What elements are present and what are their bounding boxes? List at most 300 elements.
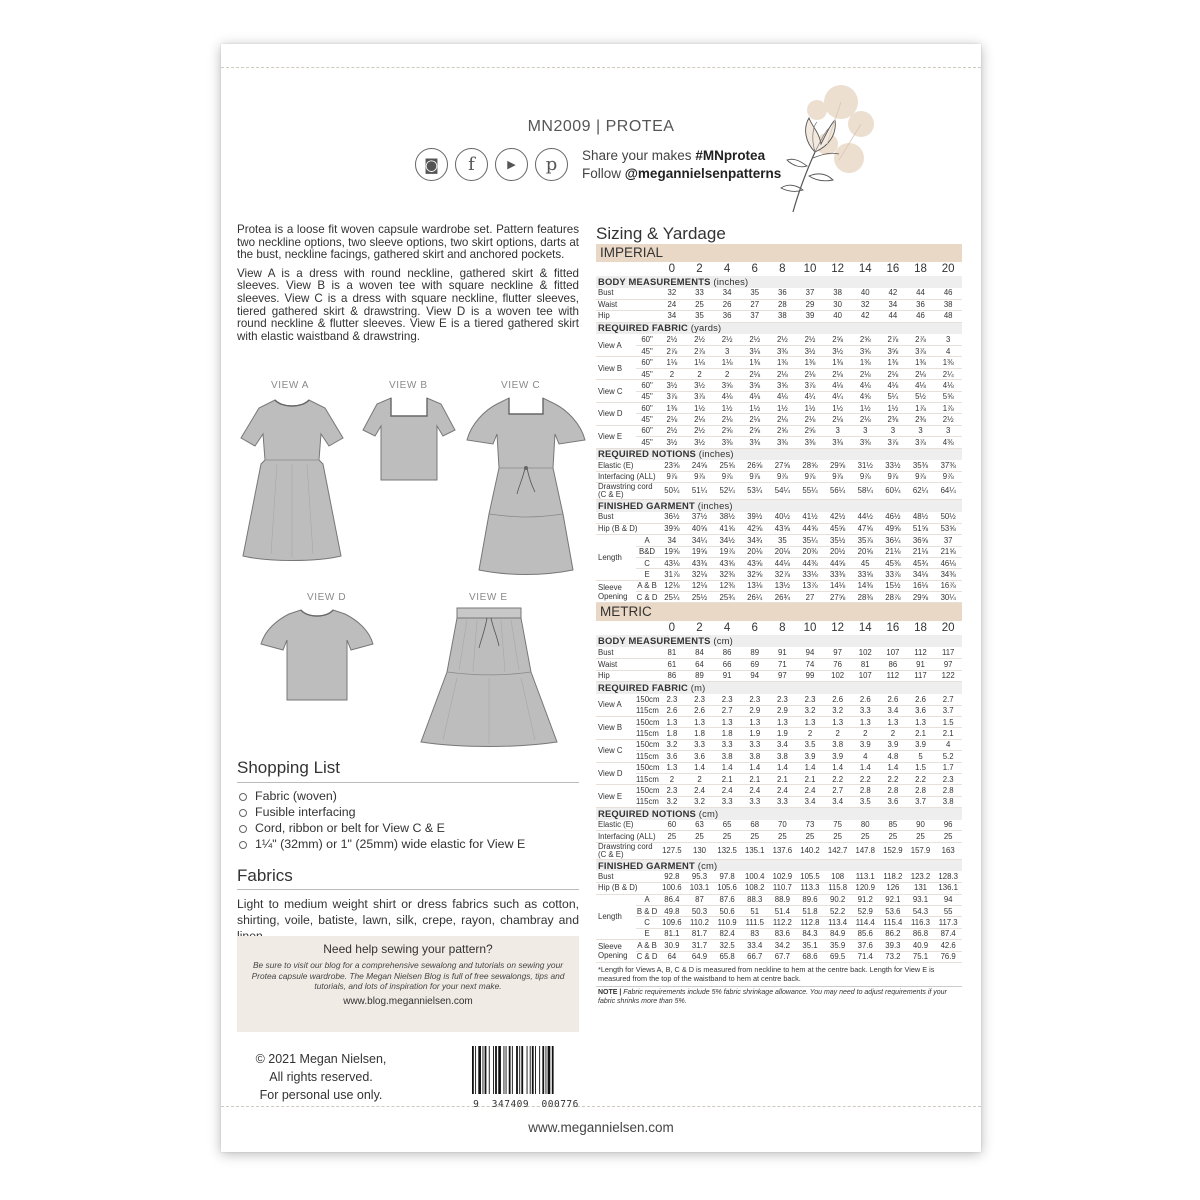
table-cell: 2.6 xyxy=(851,694,879,705)
table-cell: 3.8 xyxy=(769,751,797,762)
table-cell: 35¼ xyxy=(796,535,824,546)
table-cell: 25 xyxy=(713,831,741,842)
table-cell: 9⅞ xyxy=(879,471,907,482)
table-row: Elastic (E) 23⅝ 24⅝ 25⅝ 26⅝ 27⅝ 28⅝ 29⅝ 31½ 33½ 35⅜ 37⅜ xyxy=(596,460,962,471)
table-cell: 58¼ xyxy=(851,483,879,500)
table-row: 115cm 3.2 3.2 3.3 3.3 3.3 3.4 3.4 3.5 3.6 3.7 3.8 xyxy=(596,796,962,807)
table-cell: 53¼ xyxy=(741,483,769,500)
table-cell: 51⅝ xyxy=(907,523,935,534)
table-cell: 35.9 xyxy=(824,940,852,951)
table-cell: 123.2 xyxy=(907,871,935,882)
description-paragraph-1: Protea is a loose fit woven capsule wardrobe set. Pattern features two neckline options, two sleeve options, two skirt options, darts at the bust, neckline facings, gathered skirt and anchored pockets. xyxy=(237,223,579,262)
table-cell: 36¼ xyxy=(879,535,907,546)
table-cell: 20⅝ xyxy=(851,546,879,557)
table-cell: 82.4 xyxy=(713,928,741,939)
table-cell: 42½ xyxy=(824,512,852,523)
table-cell: 9⅞ xyxy=(851,471,879,482)
table-cell: 100.6 xyxy=(658,883,686,894)
table-cell: 25 xyxy=(879,831,907,842)
pattern-envelope-back xyxy=(221,44,981,1152)
table-cell: 3.5 xyxy=(796,739,824,750)
table-cell: 28⅜ xyxy=(851,592,879,603)
table-cell: 2⅛ xyxy=(796,414,824,425)
table-cell: 32⅞ xyxy=(769,569,797,580)
view-d-label: VIEW D xyxy=(307,592,347,603)
table-cell: 1.3 xyxy=(741,716,769,727)
table-cell: 147.8 xyxy=(851,842,879,859)
table-cell: 86 xyxy=(658,670,686,681)
table-cell: 2.3 xyxy=(796,694,824,705)
table-cell: 127.5 xyxy=(658,842,686,859)
metric-band: METRIC xyxy=(596,603,962,621)
table-cell: 2⅝ xyxy=(796,425,824,436)
table-cell: 3.2 xyxy=(658,796,686,807)
table-cell: 3.6 xyxy=(907,705,935,716)
table-cell: 3.5 xyxy=(851,796,879,807)
table-cell: 1⅜ xyxy=(741,357,769,368)
table-cell: 26¼ xyxy=(741,592,769,603)
table-cell: 64.9 xyxy=(686,951,714,962)
table-cell: 26⅝ xyxy=(741,460,769,471)
table-cell: 42 xyxy=(879,288,907,299)
instagram-icon[interactable]: ◙ xyxy=(415,148,448,181)
table-cell: 25 xyxy=(934,831,962,842)
table-cell: 30.9 xyxy=(658,940,686,951)
size-label: 10 xyxy=(803,263,817,275)
table-cell: 9⅞ xyxy=(824,471,852,482)
table-cell: 2.3 xyxy=(769,694,797,705)
table-cell: 12⅛ xyxy=(686,580,714,591)
table-cell: 97 xyxy=(824,647,852,658)
table-cell: 2⅜ xyxy=(907,414,935,425)
table-cell: 2⅞ xyxy=(658,346,686,357)
sizing-yardage xyxy=(596,224,962,1008)
table-cell: 33⅝ xyxy=(851,569,879,580)
table-cell: 71 xyxy=(769,659,797,670)
table-cell: 3.6 xyxy=(686,751,714,762)
size-label: 12 xyxy=(831,622,845,635)
table-cell: 1½ xyxy=(879,403,907,414)
table-cell: 3⅝ xyxy=(769,380,797,391)
table-cell: 3.4 xyxy=(879,705,907,716)
table-cell: 44 xyxy=(907,288,935,299)
table-cell: 51.4 xyxy=(769,906,797,917)
table-row: Hip 86 89 91 94 97 99 102 107 112 117 122 xyxy=(596,670,962,681)
table-cell: 3.7 xyxy=(934,705,962,716)
table-cell: 40½ xyxy=(769,512,797,523)
table-cell: 2.8 xyxy=(907,785,935,796)
table-cell: 2 xyxy=(686,773,714,784)
table-cell: 88.9 xyxy=(769,894,797,905)
bottom-dashed-line xyxy=(221,1106,981,1107)
table-cell: 38 xyxy=(934,299,962,310)
table-cell: 1.8 xyxy=(658,728,686,739)
table-cell: 91.2 xyxy=(851,894,879,905)
table-cell: 44 xyxy=(879,311,907,322)
table-cell: 140.2 xyxy=(796,842,824,859)
table-cell: 25 xyxy=(741,831,769,842)
table-cell: 1.4 xyxy=(851,762,879,773)
copyright: © 2021 Megan Nielsen, All rights reserved. For personal use only. xyxy=(255,1052,387,1102)
youtube-icon[interactable]: ▶ xyxy=(495,148,528,181)
table-cell: 31⅞ xyxy=(658,569,686,580)
table-cell: 13⅞ xyxy=(796,580,824,591)
table-row: E 81.1 81.7 82.4 83 83.6 84.3 84.9 85.6 86.2 86.8 87.4 xyxy=(596,928,962,939)
table-row: Bust 36½ 37½ 38½ 39½ 40½ 41½ 42½ 44½ 46½ 48½ 50½ xyxy=(596,512,962,523)
table-cell: 75.1 xyxy=(907,951,935,962)
table-cell: 60 xyxy=(658,820,686,831)
table-cell: 48 xyxy=(934,311,962,322)
table-cell: 1⅜ xyxy=(934,357,962,368)
table-cell: 34⅛ xyxy=(907,569,935,580)
table-cell: 2⅝ xyxy=(824,334,852,345)
table-cell: 1½ xyxy=(713,403,741,414)
table-cell: 41⅝ xyxy=(713,523,741,534)
table-cell: 2½ xyxy=(741,334,769,345)
facebook-icon[interactable]: f xyxy=(455,148,488,181)
table-cell: 3½ xyxy=(796,346,824,357)
table-cell: 4⅛ xyxy=(879,380,907,391)
pinterest-icon[interactable]: p xyxy=(535,148,568,181)
table-cell: 2.9 xyxy=(741,705,769,716)
table-row: View C 150cm 3.2 3.3 3.3 3.3 3.4 3.5 3.8 3.9 3.9 3.9 4 xyxy=(596,739,962,750)
section-header: FINISHED GARMENT (inches) xyxy=(596,500,962,512)
table-cell: 1.5 xyxy=(934,716,962,727)
table-cell: 1.4 xyxy=(824,762,852,773)
table-cell: 3⅛ xyxy=(741,346,769,357)
table-row: Hip (B & D) 39⅝ 40⅝ 41⅝ 42⅝ 43⅝ 44⅝ 45⅝ 47⅝ 49⅝ 51⅝ 53⅝ xyxy=(596,523,962,534)
table-cell: 25 xyxy=(686,831,714,842)
table-cell: 1.4 xyxy=(713,762,741,773)
table-cell: 25¼ xyxy=(658,592,686,603)
table-cell: 2⅞ xyxy=(879,334,907,345)
table-cell: 36 xyxy=(769,288,797,299)
table-cell: 1.3 xyxy=(658,762,686,773)
table-cell: 1½ xyxy=(686,403,714,414)
table-cell: 1.9 xyxy=(741,728,769,739)
table-cell: 26¾ xyxy=(769,592,797,603)
table-cell: 2⅞ xyxy=(907,334,935,345)
table-cell: 2.2 xyxy=(851,773,879,784)
table-cell: 94 xyxy=(796,647,824,658)
table-cell: 76 xyxy=(824,659,852,670)
table-cell: 69.5 xyxy=(824,951,852,962)
table-row: View B 60" 1⅛ 1⅛ 1⅛ 1⅜ 1⅜ 1⅜ 1⅜ 1⅜ 1⅜ 1⅜ 1⅜ xyxy=(596,357,962,368)
table-cell: 2⅛ xyxy=(741,368,769,379)
table-cell: 29⅝ xyxy=(824,460,852,471)
table-cell: 16⅛ xyxy=(907,580,935,591)
table-cell: 39 xyxy=(796,311,824,322)
table-cell: 109.6 xyxy=(658,917,686,928)
table-cell: 25 xyxy=(658,831,686,842)
table-cell: 30¼ xyxy=(934,592,962,603)
table-cell: 53⅝ xyxy=(934,523,962,534)
table-cell: 66 xyxy=(713,659,741,670)
table-row: Elastic (E) 60 63 65 68 70 73 75 80 85 90 96 xyxy=(596,820,962,831)
table-cell: 1.4 xyxy=(879,762,907,773)
fabrics-heading: Fabrics xyxy=(237,866,293,885)
table-cell: 2 xyxy=(796,728,824,739)
table-cell: 32⅛ xyxy=(686,569,714,580)
table-row: 115cm 2 2 2.1 2.1 2.1 2.1 2.2 2.2 2.2 2.2 2.3 xyxy=(596,773,962,784)
size-label: 10 xyxy=(803,622,817,635)
size-label: 18 xyxy=(914,263,927,275)
table-cell: 117 xyxy=(934,647,962,658)
table-cell: 19⅝ xyxy=(686,546,714,557)
table-cell: 1.3 xyxy=(796,716,824,727)
table-cell: 3.3 xyxy=(713,796,741,807)
table-cell: 1⅞ xyxy=(907,403,935,414)
table-cell: 3 xyxy=(851,425,879,436)
table-cell: 20½ xyxy=(824,546,852,557)
table-cell: 52.9 xyxy=(851,906,879,917)
table-row: Interfacing (ALL) 9⅞ 9⅞ 9⅞ 9⅞ 9⅞ 9⅞ 9⅞ 9⅞ 9⅞ 9⅞ 9⅞ xyxy=(596,471,962,482)
table-cell: 3.8 xyxy=(741,751,769,762)
table-cell: 48½ xyxy=(907,512,935,523)
table-cell: 2 xyxy=(824,728,852,739)
view-b-label: VIEW B xyxy=(389,380,428,391)
table-row: Hip (B & D) 100.6 103.1 105.6 108.2 110.7 113.3 115.8 120.9 126 131 136.1 xyxy=(596,883,962,894)
table-cell: 3½ xyxy=(658,380,686,391)
website-link[interactable]: www.megannielsen.com xyxy=(528,1120,674,1135)
table-cell: 25 xyxy=(796,831,824,842)
table-cell: 3⅞ xyxy=(879,437,907,448)
table-cell: 62¼ xyxy=(907,483,935,500)
blog-link[interactable]: www.blog.megannielsen.com xyxy=(343,995,473,1007)
table-cell: 97 xyxy=(934,659,962,670)
table-cell: 25 xyxy=(686,299,714,310)
table-cell: 3⅜ xyxy=(769,437,797,448)
section-header: BODY MEASUREMENTS (cm) xyxy=(596,635,962,647)
table-cell: 2⅛ xyxy=(769,368,797,379)
size-label: 18 xyxy=(914,622,927,635)
table-cell: 3½ xyxy=(686,437,714,448)
table-cell: 13½ xyxy=(769,580,797,591)
table-cell: 2.1 xyxy=(713,773,741,784)
table-cell: 2.3 xyxy=(741,694,769,705)
table-cell: 1.9 xyxy=(769,728,797,739)
table-cell: 2.2 xyxy=(907,773,935,784)
table-cell: 2⅛ xyxy=(796,368,824,379)
table-cell: 1½ xyxy=(824,403,852,414)
table-cell: 3 xyxy=(713,346,741,357)
table-cell: 29 xyxy=(796,299,824,310)
table-cell: 2.1 xyxy=(934,728,962,739)
table-cell: 2⅛ xyxy=(851,414,879,425)
section-header: REQUIRED NOTIONS (cm) xyxy=(596,808,962,820)
table-cell: 45¾ xyxy=(907,557,935,568)
table-cell: 25 xyxy=(769,831,797,842)
table-cell: 97 xyxy=(769,670,797,681)
table-cell: 3.8 xyxy=(713,751,741,762)
table-cell: 3.3 xyxy=(741,796,769,807)
view-c-label: VIEW C xyxy=(501,380,541,391)
table-cell: 2½ xyxy=(686,425,714,436)
table-cell: 2 xyxy=(658,773,686,784)
table-cell: 81.7 xyxy=(686,928,714,939)
table-cell: 3.7 xyxy=(907,796,935,807)
table-cell: 1⅛ xyxy=(658,357,686,368)
table-cell: 84 xyxy=(686,647,714,658)
top-dashed-line xyxy=(221,67,981,68)
view-e-skirt-illustration xyxy=(417,606,561,748)
table-cell: 44⅝ xyxy=(796,523,824,534)
table-cell: 1½ xyxy=(851,403,879,414)
table-cell: 2½ xyxy=(658,425,686,436)
table-cell: 3.4 xyxy=(824,796,852,807)
table-cell: 157.9 xyxy=(907,842,935,859)
table-cell: 61 xyxy=(658,659,686,670)
table-cell: 105.6 xyxy=(713,883,741,894)
table-cell: 126 xyxy=(879,883,907,894)
table-cell: 44⅜ xyxy=(796,557,824,568)
table-cell: 1⅛ xyxy=(686,357,714,368)
table-cell: 3½ xyxy=(824,346,852,357)
table-cell: 2.3 xyxy=(686,694,714,705)
table-row: Sleeve Opening A & B 30.9 31.7 32.5 33.4 34.2 35.1 35.9 37.6 39.3 40.9 42.6 xyxy=(596,940,962,951)
table-cell: 88.3 xyxy=(741,894,769,905)
table-cell: 2.6 xyxy=(907,694,935,705)
table-cell: 103.1 xyxy=(686,883,714,894)
table-cell: 3.9 xyxy=(824,751,852,762)
size-label: 16 xyxy=(886,622,900,635)
table-cell: 2⅛ xyxy=(824,414,852,425)
table-cell: 115.8 xyxy=(824,883,852,894)
table-cell: 2.4 xyxy=(796,785,824,796)
sizing-title: Sizing & Yardage xyxy=(596,224,726,243)
size-label: 4 xyxy=(723,263,731,275)
table-row: 45" 2⅛ 2⅛ 2⅛ 2⅛ 2⅛ 2⅛ 2⅛ 2⅛ 2⅜ 2⅜ 2½ xyxy=(596,414,962,425)
table-cell: 42 xyxy=(851,311,879,322)
shopping-item: Fusible interfacing xyxy=(237,805,579,819)
table-cell: 3½ xyxy=(658,437,686,448)
table-cell: 9⅞ xyxy=(907,471,935,482)
table-cell: 3.2 xyxy=(686,796,714,807)
table-cell: 55 xyxy=(934,906,962,917)
size-label: 6 xyxy=(751,622,758,635)
table-cell: 2⅛ xyxy=(769,414,797,425)
table-cell: 81 xyxy=(851,659,879,670)
table-cell: 102 xyxy=(824,670,852,681)
protea-flower-illustration xyxy=(769,80,879,220)
table-cell: 94 xyxy=(934,894,962,905)
table-cell: 113.3 xyxy=(796,883,824,894)
table-cell: 3⅞ xyxy=(686,391,714,402)
table-cell: 27 xyxy=(796,592,824,603)
shopping-list xyxy=(237,789,579,853)
table-cell: 76.9 xyxy=(934,951,962,962)
table-cell: 25¾ xyxy=(713,592,741,603)
table-cell: 91 xyxy=(769,647,797,658)
size-header-row xyxy=(596,262,962,276)
table-cell: 2.8 xyxy=(851,785,879,796)
table-cell: 33⅜ xyxy=(824,569,852,580)
shopping-list-heading: Shopping List xyxy=(237,758,341,777)
table-cell: 3.2 xyxy=(658,739,686,750)
table-cell: 1⅜ xyxy=(851,357,879,368)
table-cell: 1.3 xyxy=(658,716,686,727)
table-cell: 32 xyxy=(658,288,686,299)
table-cell: 2.3 xyxy=(934,773,962,784)
table-cell: 34 xyxy=(658,535,686,546)
table-cell: 3.3 xyxy=(686,739,714,750)
table-cell: 99 xyxy=(796,670,824,681)
table-cell: 91 xyxy=(907,659,935,670)
shopping-item: Cord, ribbon or belt for View C & E xyxy=(237,821,579,835)
table-cell: 2.4 xyxy=(769,785,797,796)
table-row: Drawstring cord (C & E) 50¼ 51¼ 52¼ 53¼ 54¼ 55¼ 56¼ 58¼ 60¼ 62¼ 64¼ xyxy=(596,483,962,500)
table-cell: 105.5 xyxy=(796,871,824,882)
table-cell: 21⅝ xyxy=(934,546,962,557)
table-cell: 1.3 xyxy=(824,716,852,727)
table-cell: 64 xyxy=(686,659,714,670)
table-row: View B 150cm 1.3 1.3 1.3 1.3 1.3 1.3 1.3 1.3 1.3 1.3 1.5 xyxy=(596,716,962,727)
table-cell: 9⅞ xyxy=(741,471,769,482)
table-cell: 40.9 xyxy=(907,940,935,951)
table-cell: 43⅝ xyxy=(769,523,797,534)
table-cell: 91 xyxy=(713,670,741,681)
table-cell: 1.3 xyxy=(851,716,879,727)
table-cell: 1⅜ xyxy=(658,403,686,414)
table-cell: 51.8 xyxy=(796,906,824,917)
table-cell: 85 xyxy=(879,820,907,831)
table-cell: 2.7 xyxy=(824,785,852,796)
table-cell: 113.1 xyxy=(851,871,879,882)
table-cell: 31.7 xyxy=(686,940,714,951)
table-cell: 3.3 xyxy=(713,739,741,750)
table-cell: 41½ xyxy=(796,512,824,523)
table-cell: 2.1 xyxy=(769,773,797,784)
table-cell: 56¼ xyxy=(824,483,852,500)
table-cell: 96 xyxy=(934,820,962,831)
table-cell: 83 xyxy=(741,928,769,939)
table-cell: 1⅜ xyxy=(879,357,907,368)
table-cell: 81 xyxy=(658,647,686,658)
table-cell: 3 xyxy=(879,425,907,436)
table-cell: 33.4 xyxy=(741,940,769,951)
table-cell: 2⅛ xyxy=(658,414,686,425)
table-cell: 1.3 xyxy=(879,716,907,727)
table-cell: 26 xyxy=(713,299,741,310)
barcode-bars xyxy=(468,1046,584,1094)
table-cell: 54.3 xyxy=(907,906,935,917)
size-label: 20 xyxy=(941,622,955,635)
table-cell: 110.7 xyxy=(769,883,797,894)
table-row: C 43⅛ 43⅜ 43⅝ 43⅝ 44⅛ 44⅜ 44⅝ 45 45⅜ 45¾ 46⅛ xyxy=(596,557,962,568)
shopping-item: Fabric (woven) xyxy=(237,789,579,803)
table-cell: 3.4 xyxy=(796,796,824,807)
table-cell: 44⅝ xyxy=(824,557,852,568)
table-cell: 38 xyxy=(769,311,797,322)
table-cell: 3⅝ xyxy=(851,346,879,357)
table-cell: 2.4 xyxy=(741,785,769,796)
table-cell: 4⅛ xyxy=(824,380,852,391)
table-cell: 45⅝ xyxy=(824,523,852,534)
table-cell: 3½ xyxy=(686,380,714,391)
table-cell: 2½ xyxy=(769,334,797,345)
table-cell: 3.9 xyxy=(851,739,879,750)
table-cell: 2⅛ xyxy=(741,414,769,425)
table-cell: 37.6 xyxy=(851,940,879,951)
table-cell: 86.8 xyxy=(907,928,935,939)
table-cell: 32 xyxy=(851,299,879,310)
table-cell: 15½ xyxy=(879,580,907,591)
table-row: Length A 34 34¼ 34½ 34¾ 35 35¼ 35½ 35⅞ 36¼ 36⅝ 37 xyxy=(596,535,962,546)
table-cell: 4.8 xyxy=(879,751,907,762)
table-cell: 49.8 xyxy=(658,906,686,917)
table-cell: 39⅝ xyxy=(658,523,686,534)
table-cell: 44⅛ xyxy=(769,557,797,568)
